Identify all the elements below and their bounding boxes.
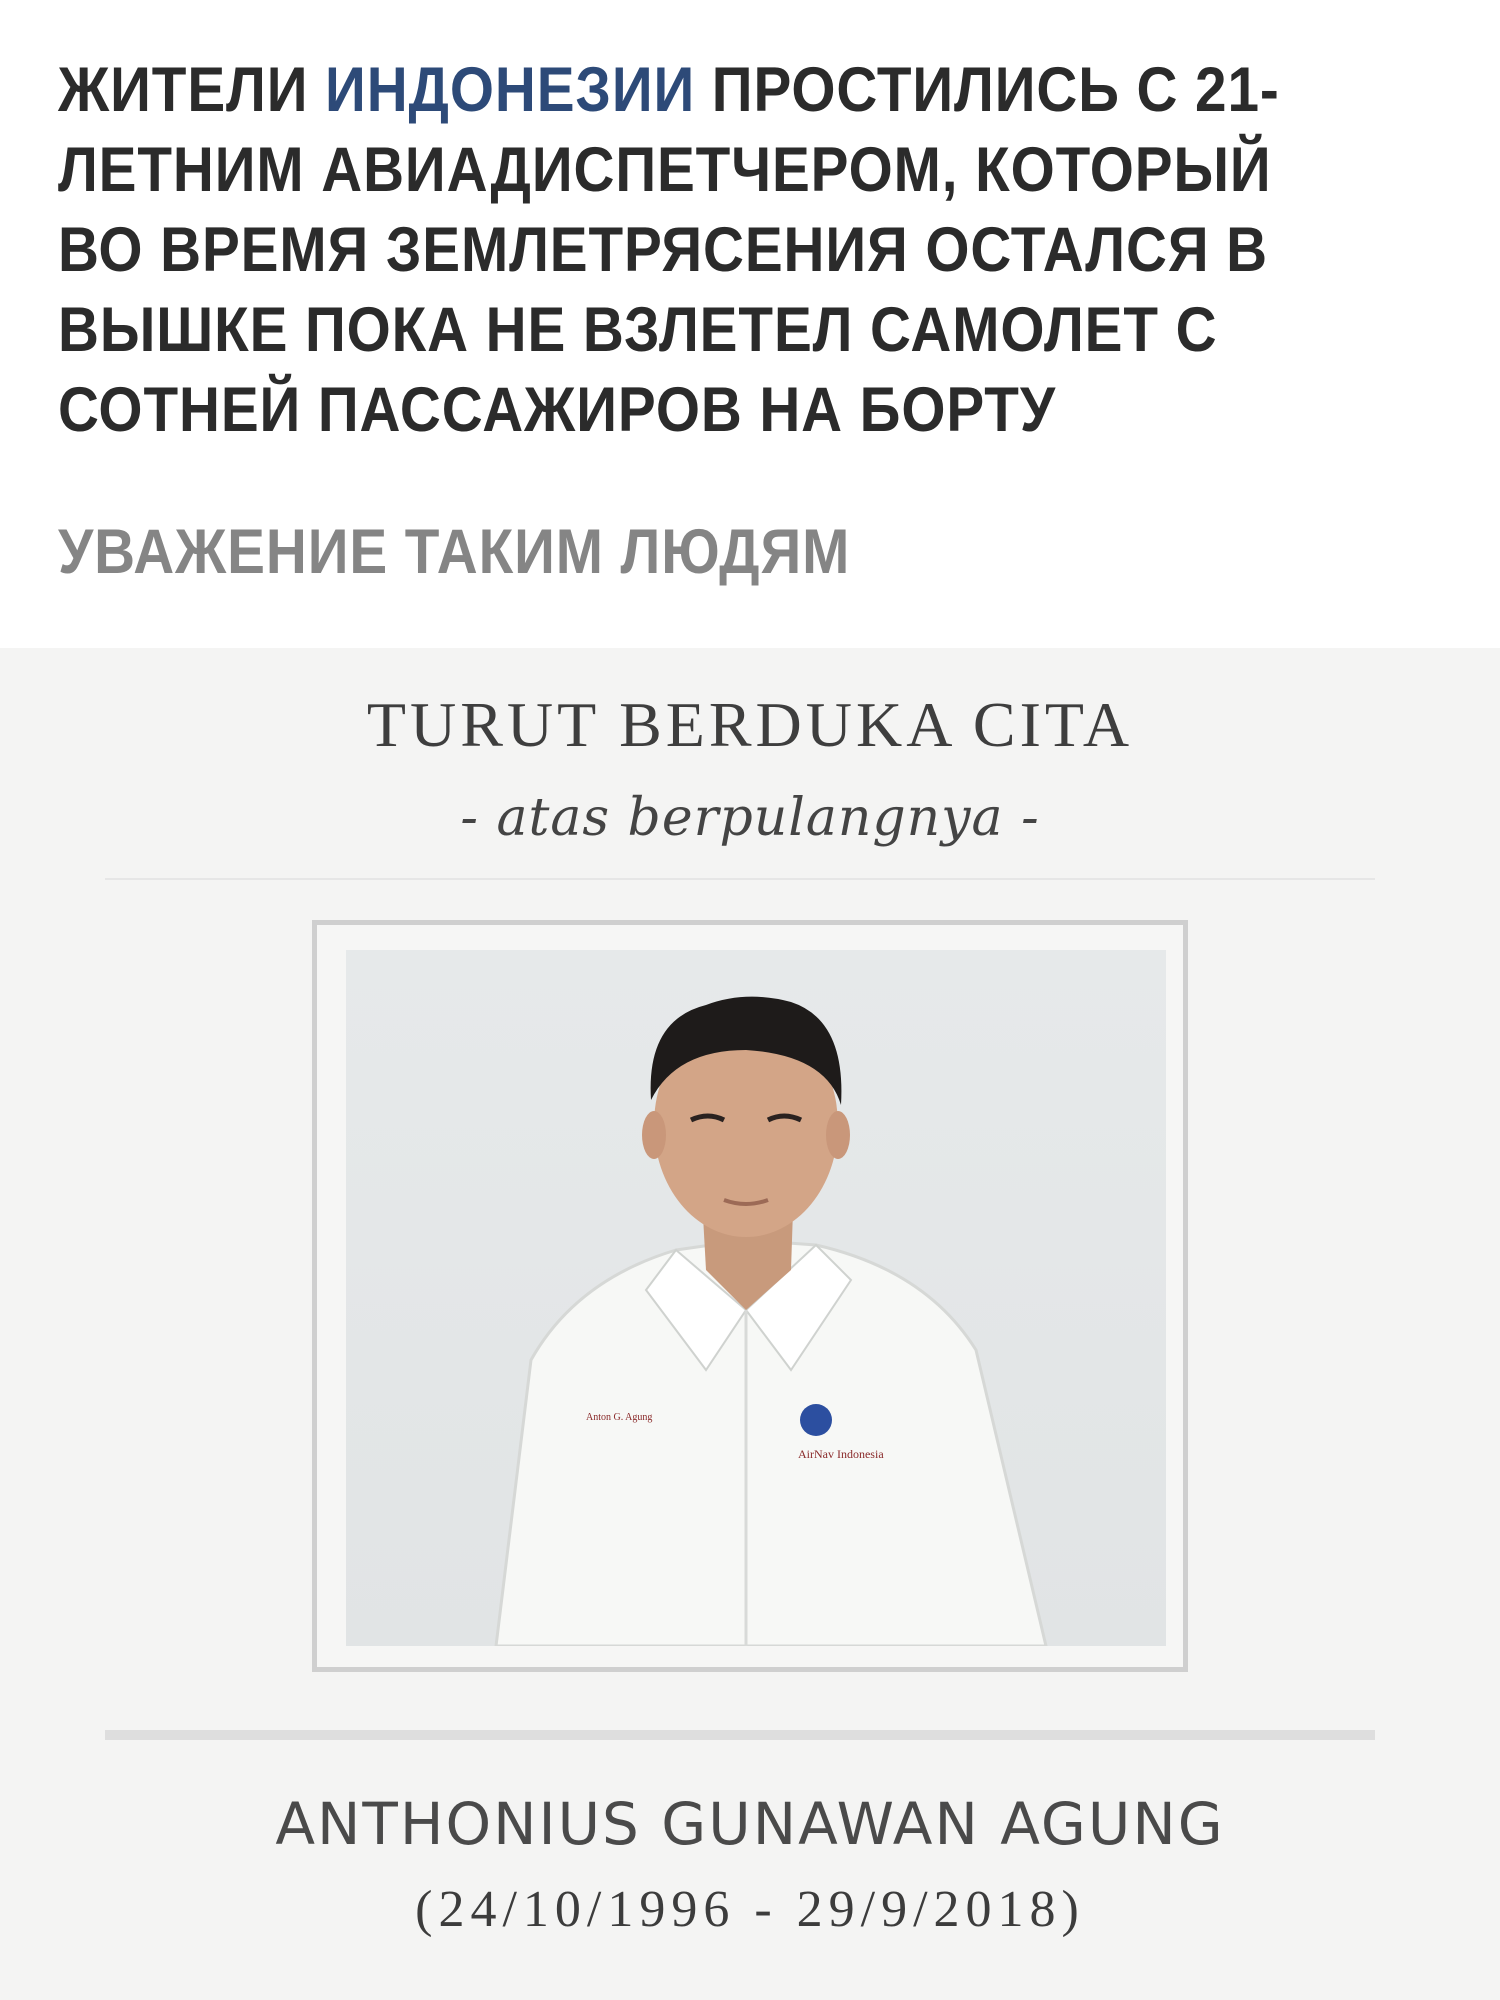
photo-frame [312, 920, 1188, 1672]
portrait-photo [346, 950, 1166, 1646]
portrait-illustration [346, 950, 1166, 1646]
headline-part-1: ЖИТЕЛИ [58, 55, 326, 125]
shirt-name-tag: Anton G. Agung [586, 1412, 653, 1423]
article-header [0, 0, 1500, 648]
person-dates: (24/10/1996 - 29/9/2018) [415, 1881, 1085, 1938]
card-script-line: - atas berpulangnya - [460, 788, 1040, 848]
subline: УВАЖЕНИЕ ТАКИМ ЛЮДЯМ [58, 517, 851, 587]
condolence-card [0, 648, 1500, 2000]
person-name: ANTHONIUS GUNAWAN AGUNG [275, 1790, 1225, 1858]
shirt-patch-text: AirNav Indonesia [798, 1447, 884, 1461]
top-divider [105, 878, 1375, 880]
headline-part-2: ПРОСТИЛИСЬ С 21-ЛЕТНИМ АВИАДИСПЕТЧЕРОМ, КОТОРЫЙ ВО ВРЕМЯ ЗЕМЛЕТРЯСЕНИЯ ОСТАЛСЯ В ВЫШКЕ ПОКА НЕ ВЗЛЕТЕЛ САМОЛЕТ С СОТНЕЙ ПАССАЖИРОВ НА БОРТУ [58, 55, 1280, 445]
headline [58, 50, 1318, 450]
card-title: TURUT BERDUKA CITA [366, 689, 1134, 760]
bottom-divider [105, 1730, 1375, 1740]
headline-highlight: ИНДОНЕЗИИ [325, 55, 696, 125]
